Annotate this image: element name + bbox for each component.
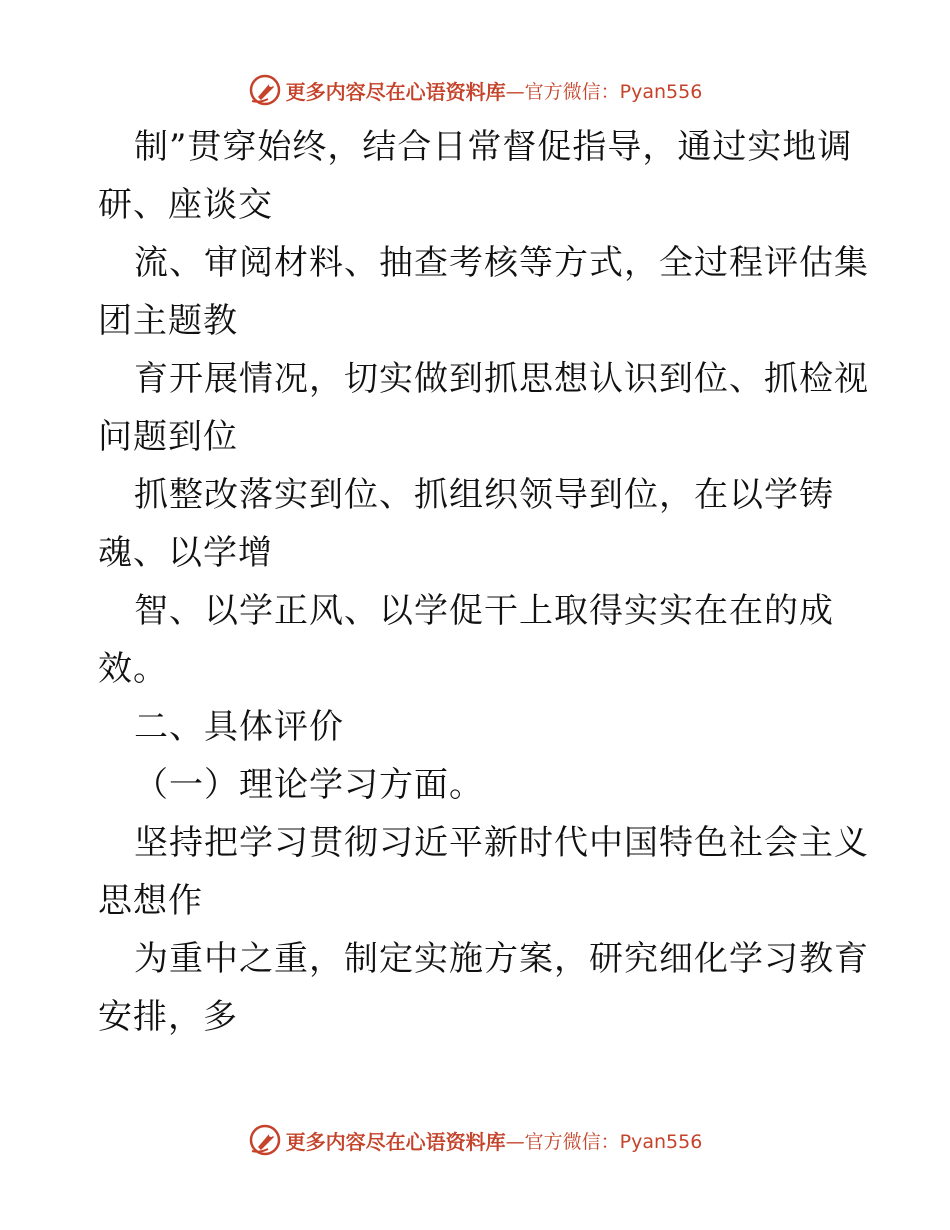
body-line: 安排，多 [98,997,238,1037]
footer-watermark-banner [0,1120,950,1160]
body-line: 育开展情况，切实做到抓思想认识到位、抓检视 [134,359,869,399]
body-line: 坚持把学习贯彻习近平新时代中国特色社会主义 [134,823,869,863]
body-line: 流、审阅材料、抽查考核等方式，全过程评估集 [134,243,869,283]
pen-nib-logo-icon [248,73,282,107]
body-line: 为重中之重，制定实施方案，研究细化学习教育 [134,939,869,979]
footer-watermark-suffix: —官方微信：Pyan556 [505,1130,703,1153]
body-line: 研、座谈交 [98,185,273,225]
pen-nib-logo-icon [248,1123,282,1157]
subsection-heading: （一）理论学习方面。 [134,765,484,805]
body-line: 魂、以学增 [98,533,273,573]
body-line: 抓整改落实到位、抓组织领导到位，在以学铸 [134,475,834,515]
footer-watermark-text: 更多内容尽在心语资料库 [285,1129,506,1154]
header-watermark-text: 更多内容尽在心语资料库 [285,79,506,104]
body-line: 智、以学正风、以学促干上取得实实在在的成 [134,591,834,631]
body-line: 思想作 [98,881,203,921]
body-line: 制”贯穿始终，结合日常督促指导，通过实地调 [134,127,853,167]
header-watermark-suffix: —官方微信：Pyan556 [505,80,703,103]
body-line: 问题到位 [98,417,238,457]
header-watermark-banner [0,70,950,110]
body-line: 效。 [98,649,168,689]
section-heading: 二、具体评价 [134,707,344,747]
body-line: 团主题教 [98,301,238,341]
document-body [98,118,868,1046]
